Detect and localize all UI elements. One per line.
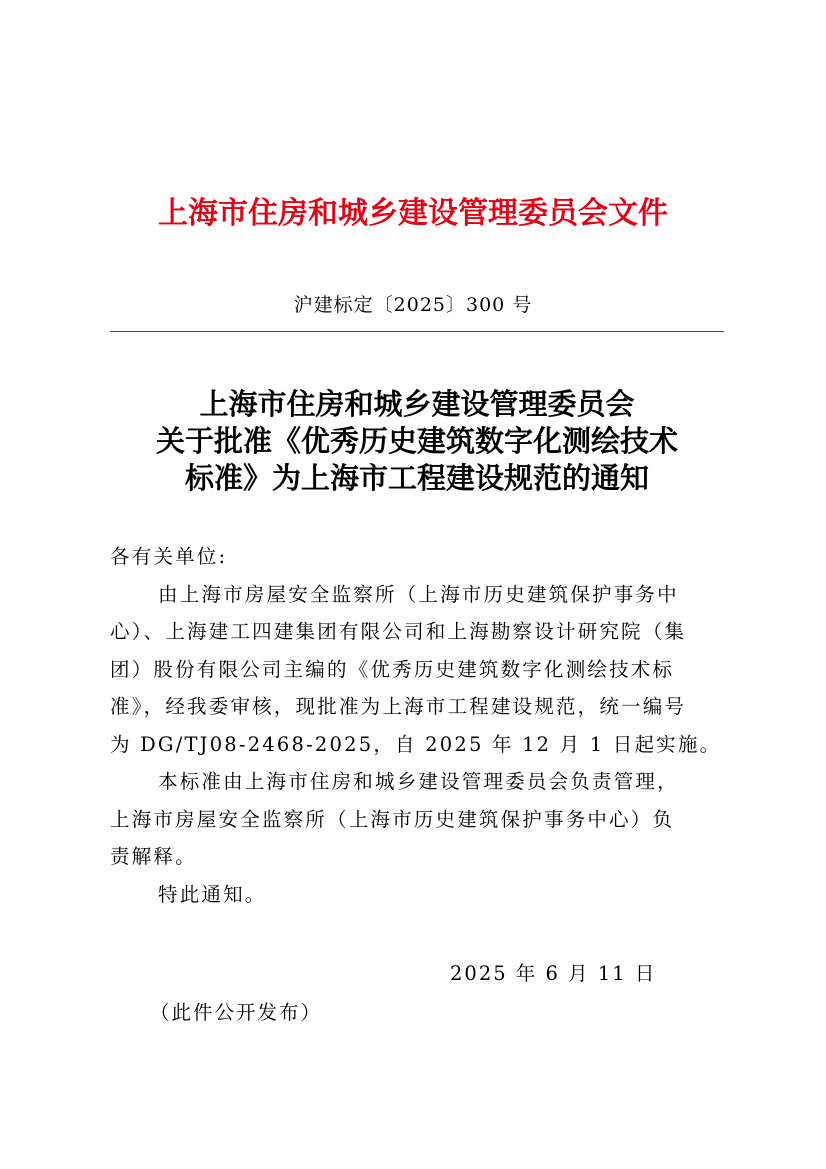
paragraph-1-line: 为 DG/TJ08-2468-2025，自 2025 年 12 月 1 日起实施。	[110, 732, 722, 756]
paragraph-2-line: 上海市房屋安全监察所（上海市历史建筑保护事务中心）负	[110, 807, 675, 831]
closing-line: 特此通知。	[158, 882, 267, 906]
paragraph-2-line: 本标准由上海市住房和城乡建设管理委员会负责管理，	[158, 770, 679, 793]
addressee: 各有关单位:	[110, 545, 228, 568]
notice-title-line: 上海市住房和城乡建设管理委员会	[199, 387, 635, 421]
notice-body	[110, 538, 720, 913]
paragraph-1-line: 准》，经我委审核，现批准为上海市工程建设规范，统一编号	[110, 695, 687, 718]
paragraph-1-line: 心）、上海建工四建集团有限公司和上海勘察设计研究院（集	[110, 620, 687, 643]
red-divider-line	[110, 331, 724, 332]
notice-title-line: 标准》为上海市工程建设规范的通知	[184, 461, 649, 495]
notice-title-line: 关于批准《优秀历史建筑数字化测绘技术	[155, 424, 678, 458]
paragraph-1-line: 由上海市房屋安全监察所（上海市历史建筑保护事务中	[158, 582, 679, 606]
issue-date: 2025 年 6 月 11 日	[450, 962, 657, 985]
paragraph-1-line: 团）股份有限公司主编的《优秀历史建筑数字化测绘技术标	[110, 657, 675, 681]
publication-note: （此件公开发布）	[150, 1001, 323, 1024]
notice-title	[110, 386, 724, 497]
issuer-title: 上海市住房和城乡建设管理委员会文件	[158, 196, 668, 231]
document-number: 沪建标定〔2025〕300 号	[293, 294, 533, 316]
paragraph-2-line: 责解释。	[110, 845, 197, 868]
